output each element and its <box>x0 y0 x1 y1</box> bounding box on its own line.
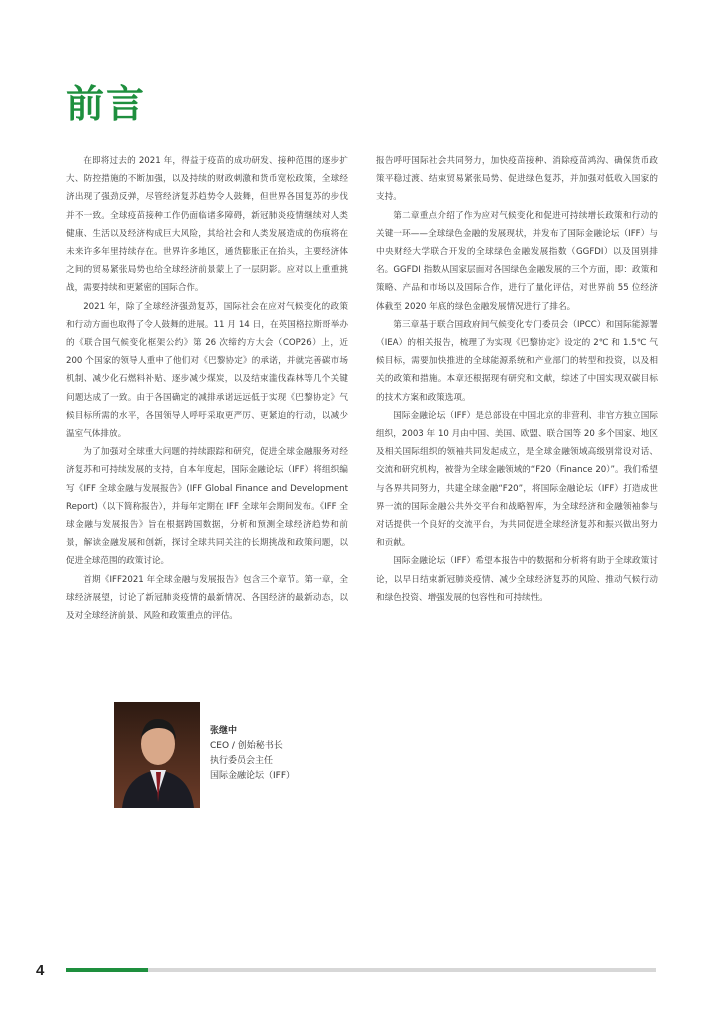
paragraph-continued: 报告呼吁国际社会共同努力，加快疫苗接种、消除疫苗鸿沟、确保货币政策平稳过渡、结束贸易紧张局势、促进绿色复苏，并加强对低收入国家的支持。 <box>376 156 658 203</box>
paragraph: 国际金融论坛（IFF）是总部设在中国北京的非营利、非官方独立国际组织，2003 年 10 月由中国、美国、欧盟、联合国等 20 多个国家、地区及相关国际组织的领袖共同发起成立，是全球金融领域高级别常设对话、交流和研究机构，被誉为全球金融领域的“F20（Finance 20）”。我们希望与各界共同努力，共建全球金融“F20”，将国际金融论坛（IFF）打造成世界一流的国际金融公共外交平台和战略智库，为全球经济和金融领袖参与对话提供一个良好的交流平台，为共同促进全球经济复苏和振兴做出努力和贡献。 <box>376 410 658 549</box>
page-number: 4 <box>36 962 45 979</box>
page-title: 前言 <box>66 82 147 126</box>
signature-name: 张继中 <box>210 726 238 736</box>
paragraph: 首期《IFF2021 年全球金融与发展报告》包含三个章节。第一章，全球经济展望，讨论了新冠肺炎疫情的最新情况、各国经济的最新动态，以及对全球经济前景、风险和政策重点的评估。 <box>66 574 348 622</box>
author-portrait <box>114 702 200 808</box>
paragraph: 第三章基于联合国政府间气候变化专门委员会（IPCC）和国际能源署（IEA）的相关报告，梳理了为实现《巴黎协定》设定的 2℃ 和 1.5℃ 气候目标，需要加快推进的全球能源系统和产业部门的转型和投资，以及相关的政策和措施。本章还根据现有研究和文献，综述了中国实现双碳目标的技术方案和政策选项。 <box>376 319 658 403</box>
paragraph: 在即将过去的 2021 年，得益于疫苗的成功研发、接种范围的逐步扩大、防控措施的不断加强，以及持续的财政刺激和货币宽松政策，全球经济出现了强劲反弹，尽管经济复苏趋势令人鼓舞，但世界各国复苏的步伐并不一致。全球疫苗接种工作仍面临诸多障碍，新冠肺炎疫情继续对人类健康、生活以及经济构成巨大风险，其给社会和人类发展造成的伤痕将在未来许多年里持续存在。世界许多地区，通货膨胀正在抬头，主要经济体之间的贸易紧张局势也给全球经济前景蒙上了一层阴影。应对以上重重挑战，需要持续和更紧密的国际合作。 <box>66 156 348 294</box>
paragraph: 2021 年，除了全球经济强劲复苏，国际社会在应对气候变化的政策和行动方面也取得了令人鼓舞的进展。11 月 14 日，在英国格拉斯哥举办的《联合国气候变化框架公约》第 26 次缔约方大会（COP26）上，近 200 个国家的领导人重申了他们对《巴黎协定》的承诺，并就完善碳市场机制、减少化石燃料补贴、逐步减少煤炭，以及结束滥伐森林等几个关键问题达成了一致。由于各国确定的减排承诺远远低于实现《巴黎协定》气候目标所需的水平，各国领导人呼吁采取更严厉、更紧迫的行动，以减少温室气体排放。 <box>66 301 348 440</box>
right-column <box>376 152 658 607</box>
signature-title: 执行委员会主任 <box>210 756 274 766</box>
portrait-image <box>114 702 200 808</box>
footer-bar <box>66 968 656 972</box>
paragraph: 第二章重点介绍了作为应对气候变化和促进可持续增长政策和行动的关键一环——全球绿色金融的发展现状，并发布了国际金融论坛（IFF）与中央财经大学联合开发的全球绿色金融发展指数（GGFDI）以及国别排名。GGFDI 指数从国家层面对各国绿色金融发展的三个方面，即：政策和策略、产品和市场以及国际合作，进行了量化评估，对世界前 55 位经济体截至 2020 年底的绿色金融发展情况进行了排名。 <box>376 210 658 312</box>
signature-title: 国际金融论坛（IFF） <box>210 771 296 781</box>
signature-title: CEO / 创始秘书长 <box>210 741 283 751</box>
left-column <box>66 152 348 625</box>
paragraph: 国际金融论坛（IFF）希望本报告中的数据和分析将有助于全球政策讨论，以早日结束新冠肺炎疫情、减少全球经济复苏的风险、推动气候行动和绿色投资、增强发展的包容性和可持续性。 <box>376 556 658 603</box>
footer-accent <box>66 968 148 972</box>
signature-block <box>210 724 295 784</box>
paragraph: 为了加强对全球重大问题的持续跟踪和研究，促进全球金融服务对经济复苏和可持续发展的支持，自本年度起，国际金融论坛（IFF）将组织编写《IFF 全球金融与发展报告》(IFF Global Finance and Development Report)（以下简称报告），并每年定期在 IFF 全球年会期间发布。《IFF 全球金融与发展报告》旨在根据跨国数据，分析和预测全球经济趋势和前景，解读金融发展和创新，探讨全球共同关注的长期挑战和政策问题，以促进全球范围的政策讨论。 <box>66 447 348 567</box>
